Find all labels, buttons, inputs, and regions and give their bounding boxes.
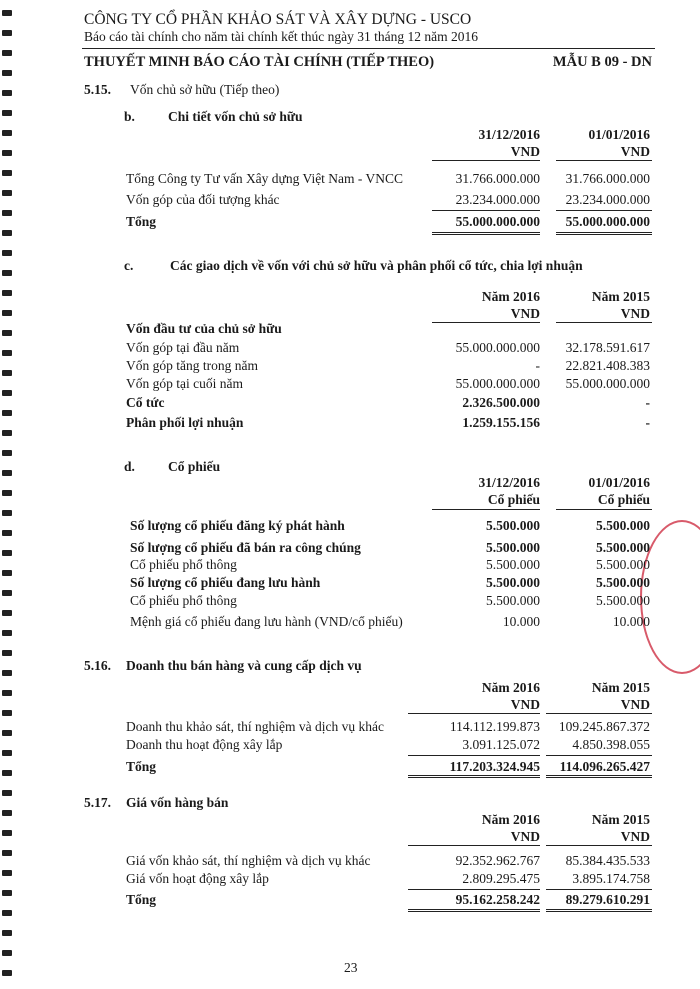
binding-ring (2, 630, 12, 636)
row-value: 5.500.000 (486, 593, 540, 608)
binding-ring (2, 90, 12, 96)
underline (556, 210, 652, 211)
binding-ring (2, 130, 12, 136)
binding-ring (2, 850, 12, 856)
binding-ring (2, 250, 12, 256)
binding-ring (2, 830, 12, 836)
total-value: 95.162.258.242 (455, 892, 540, 907)
row-value: - (535, 358, 540, 373)
subsection-letter: b. (124, 109, 135, 124)
total-value: 114.096.265.427 (559, 759, 650, 774)
row-value: 2.809.295.475 (462, 871, 540, 886)
header-divider (82, 48, 655, 49)
binding-ring (2, 790, 12, 796)
total-value: 89.279.610.291 (565, 892, 650, 907)
row-label: Tổng Công ty Tư vấn Xây dựng Việt Nam - VNCC (126, 171, 404, 186)
binding-ring (2, 910, 12, 916)
binding-ring (2, 750, 12, 756)
underline (556, 509, 652, 510)
row-value: 85.384.435.533 (565, 853, 650, 868)
underline (408, 713, 540, 714)
section-number: 5.15. (84, 82, 111, 97)
binding-ring (2, 650, 12, 656)
unit-label: VND (620, 144, 650, 159)
underline (432, 322, 540, 323)
double-underline (432, 232, 540, 235)
total-label: Tổng (126, 759, 157, 774)
row-value: 114.112.199.873 (449, 719, 540, 734)
binding-ring (2, 870, 12, 876)
section-title: Giá vốn hàng bán (126, 795, 229, 810)
row-value: 10.000 (612, 614, 650, 629)
page-number: 23 (344, 960, 358, 975)
double-underline (556, 232, 652, 235)
binding-ring (2, 370, 12, 376)
binding-ring (2, 450, 12, 456)
column-header: Năm 2015 (591, 680, 650, 695)
row-value: 3.091.125.072 (462, 737, 540, 752)
binding-ring (2, 510, 12, 516)
binding-ring (2, 470, 12, 476)
binding-ring (2, 170, 12, 176)
double-underline (408, 909, 540, 912)
subsection-title: Các giao dịch về vốn với chủ sở hữu và phân phối cổ tức, chia lợi nhuận (170, 258, 583, 273)
row-label: Doanh thu hoạt động xây lắp (126, 737, 283, 752)
total-label: Tổng (126, 892, 157, 907)
row-value: 5.500.000 (486, 575, 540, 590)
binding-ring (2, 270, 12, 276)
row-value: 5.500.000 (596, 518, 650, 533)
underline (546, 755, 652, 756)
binding-ring (2, 930, 12, 936)
unit-label: VND (620, 306, 650, 321)
row-value: 5.500.000 (596, 540, 650, 555)
row-value: 1.259.155.156 (462, 415, 540, 430)
underline (556, 160, 652, 161)
binding-ring (2, 950, 12, 956)
binding-ring (2, 210, 12, 216)
row-label: Giá vốn hoạt động xây lắp (126, 871, 269, 886)
row-label: Doanh thu khảo sát, thí nghiệm và dịch vụ khác (126, 719, 384, 734)
row-value: 3.895.174.758 (572, 871, 650, 886)
row-value: 5.500.000 (596, 557, 650, 572)
subsection-title: Cổ phiếu (168, 459, 221, 474)
subsection-title: Chi tiết vốn chủ sở hữu (168, 109, 303, 124)
binding-ring (2, 410, 12, 416)
underline (556, 322, 652, 323)
row-label: Vốn góp của đối tượng khác (126, 192, 280, 207)
row-value: 5.500.000 (596, 575, 650, 590)
binding-ring (2, 690, 12, 696)
binding-ring (2, 70, 12, 76)
binding-ring (2, 970, 12, 976)
row-value: - (645, 415, 650, 430)
binding-ring (2, 110, 12, 116)
page-title: THUYẾT MINH BÁO CÁO TÀI CHÍNH (TIẾP THEO) (84, 54, 435, 70)
binding-ring (2, 190, 12, 196)
column-header: 01/01/2016 (588, 475, 650, 490)
row-value: 5.500.000 (486, 540, 540, 555)
row-value: 31.766.000.000 (455, 171, 540, 186)
report-subtitle: Báo cáo tài chính cho năm tài chính kết thúc ngày 31 tháng 12 năm 2016 (84, 29, 479, 44)
row-value: 31.766.000.000 (565, 171, 650, 186)
underline (432, 509, 540, 510)
row-label: Cổ phiếu phổ thông (130, 593, 237, 608)
column-header: Năm 2015 (591, 289, 650, 304)
unit-label: VND (510, 829, 540, 844)
binding-ring (2, 390, 12, 396)
section-title: Doanh thu bán hàng và cung cấp dịch vụ (126, 658, 362, 673)
row-value: 4.850.398.055 (572, 737, 650, 752)
row-value: 32.178.591.617 (565, 340, 650, 355)
column-header: Năm 2015 (591, 812, 650, 827)
binding-ring (2, 590, 12, 596)
row-label: Vốn góp tăng trong năm (126, 358, 258, 373)
binding-ring (2, 550, 12, 556)
row-value: 92.352.962.767 (455, 853, 540, 868)
row-value: 5.500.000 (596, 593, 650, 608)
row-label: Vốn góp tại đầu năm (126, 340, 240, 355)
underline (546, 889, 652, 890)
underline (546, 713, 652, 714)
binding-ring (2, 330, 12, 336)
subsection-letter: d. (124, 459, 135, 474)
binding-ring (2, 570, 12, 576)
binding-ring (2, 710, 12, 716)
row-label: Số lượng cổ phiếu đăng ký phát hành (130, 518, 345, 533)
row-label: Phân phối lợi nhuận (126, 415, 244, 430)
binding-ring (2, 350, 12, 356)
group-label: Vốn đầu tư của chủ sở hữu (126, 321, 282, 336)
double-underline (408, 775, 540, 778)
binding-ring (2, 670, 12, 676)
double-underline (546, 775, 652, 778)
row-label: Giá vốn khảo sát, thí nghiệm và dịch vụ khác (126, 853, 371, 868)
binding-ring (2, 230, 12, 236)
underline (546, 845, 652, 846)
underline (408, 755, 540, 756)
unit-label: VND (510, 144, 540, 159)
total-label: Tổng (126, 214, 157, 229)
stamp-fragment (678, 300, 700, 430)
row-value: 55.000.000.000 (455, 340, 540, 355)
row-value: - (645, 395, 650, 410)
row-value: 23.234.000.000 (565, 192, 650, 207)
binding-ring (2, 150, 12, 156)
row-value: 55.000.000.000 (455, 376, 540, 391)
binding-ring (2, 30, 12, 36)
binding-ring (2, 610, 12, 616)
binding-ring (2, 290, 12, 296)
total-value: 117.203.324.945 (449, 759, 540, 774)
underline (432, 160, 540, 161)
subsection-letter: c. (124, 258, 134, 273)
binding-ring (2, 490, 12, 496)
row-label: Cổ tức (126, 395, 165, 410)
unit-label: Cổ phiếu (487, 492, 540, 507)
row-value: 2.326.500.000 (462, 395, 540, 410)
double-underline (546, 909, 652, 912)
row-label: Cổ phiếu phổ thông (130, 557, 237, 572)
row-label: Vốn góp tại cuối năm (126, 376, 243, 391)
section-number: 5.16. (84, 658, 111, 673)
binding-ring (2, 730, 12, 736)
form-code: MẪU B 09 - DN (552, 54, 652, 70)
binding-ring (2, 890, 12, 896)
column-header: Năm 2016 (481, 680, 540, 695)
company-name: CÔNG TY CỔ PHẦN KHẢO SÁT VÀ XÂY DỰNG - USCO (84, 11, 472, 28)
row-value: 10.000 (502, 614, 540, 629)
binding-ring (2, 430, 12, 436)
total-value: 55.000.000.000 (455, 214, 540, 229)
row-value: 5.500.000 (486, 518, 540, 533)
unit-label: VND (510, 697, 540, 712)
column-header: Năm 2016 (481, 812, 540, 827)
binding-ring (2, 530, 12, 536)
binding-ring (2, 310, 12, 316)
underline (432, 210, 540, 211)
section-number: 5.17. (84, 795, 111, 810)
column-header: 31/12/2016 (478, 475, 540, 490)
underline (408, 889, 540, 890)
unit-label: Cổ phiếu (597, 492, 650, 507)
row-value: 55.000.000.000 (565, 376, 650, 391)
underline (408, 845, 540, 846)
binding-ring (2, 810, 12, 816)
binding-ring (2, 50, 12, 56)
section-title: Vốn chủ sở hữu (Tiếp theo) (130, 82, 280, 97)
unit-label: VND (620, 697, 650, 712)
binding-ring (2, 10, 12, 16)
column-header: 31/12/2016 (478, 127, 540, 142)
unit-label: VND (510, 306, 540, 321)
row-label: Số lượng cổ phiếu đang lưu hành (130, 575, 321, 590)
unit-label: VND (620, 829, 650, 844)
total-value: 55.000.000.000 (565, 214, 650, 229)
column-header: 01/01/2016 (588, 127, 650, 142)
spiral-binding (0, 0, 18, 989)
row-label: Mệnh giá cổ phiếu đang lưu hành (VND/cổ phiếu) (130, 614, 403, 629)
column-header: Năm 2016 (481, 289, 540, 304)
row-value: 22.821.408.383 (565, 358, 650, 373)
row-label: Số lượng cổ phiếu đã bán ra công chúng (130, 540, 361, 555)
row-value: 23.234.000.000 (455, 192, 540, 207)
row-value: 5.500.000 (486, 557, 540, 572)
binding-ring (2, 770, 12, 776)
row-value: 109.245.867.372 (558, 719, 650, 734)
